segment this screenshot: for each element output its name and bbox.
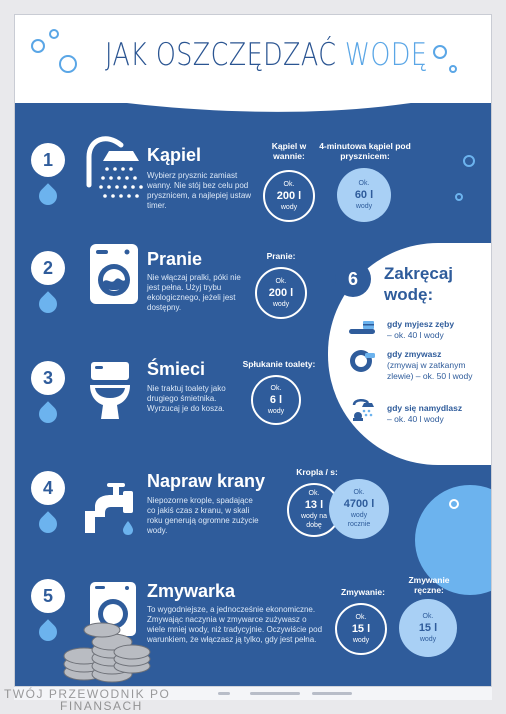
bubble-decoration [59,55,77,73]
bubble-decoration [31,39,45,53]
section-4-title: Napraw krany [147,471,266,491]
bubble-decoration [455,193,463,201]
title-accent: WODĘ [344,37,428,73]
stat-ring: Ok. 15 l wody [399,599,457,657]
title-main: JAK OSZCZĘDZAĆ [105,37,337,73]
toothbrush-icon [348,315,376,339]
stat-header: Kropla / s: [296,467,338,477]
stat-ring: Ok. 13 l wody na dobę [287,483,341,537]
section-2-number: 2 [31,251,65,285]
tip-item: gdy zmywasz (zmywaj w zatkanym zlewie) – ok. 50 l wody [387,349,473,381]
tip-item: gdy się namydlasz – ok. 40 l wody [387,403,463,424]
section-2-description: Nie włączaj pralki, póki nie jest pełna. Użyj trybu ekologicznego, jeżeli jest dostępny. [147,273,241,312]
tip-panel-title: Zakręcaj wodę: [384,264,453,304]
section-3-number: 3 [31,361,65,395]
dish-washing-icon [348,349,376,373]
section-1-number: 1 [31,143,65,177]
soap-shower-icon [348,397,376,421]
watermark: TWÓJ PRZEWODNIK PO FINANSACH [4,687,171,713]
footer-divider [250,692,300,695]
page-title [105,37,428,73]
stat-header: Spłukanie toalety: [242,359,316,369]
section-5-title: Zmywarka [147,581,236,601]
stat-header: Zmywanie: [341,587,385,597]
stat-header: Kąpiel w wannie: [271,141,307,161]
section-4-description: Niepozorne krople, spadające co jakiś czas z kranu, w skali roku generują ogromne zużycie wody. [147,496,259,535]
drop-icon [35,401,60,426]
stat-header: 4-minutowa kąpiel pod prysznicem: [319,141,411,161]
stat-ring: Ok. 4700 l wody rocznie [329,479,389,539]
stat-ring: Ok. 60 l wody [337,168,391,222]
bubble-decoration [449,499,459,509]
toilet-icon [89,361,131,423]
coin-stack-logo [62,616,152,686]
footer-divider [312,692,352,695]
section-6-number: 6 [335,261,371,297]
footer-divider [218,692,230,695]
bubble-decoration [463,155,475,167]
stat-ring: Ok. 15 l wody [335,603,387,655]
stat-ring: Ok. 200 l wody [255,267,307,319]
stat-header: Pranie: [266,251,296,261]
drop-icon [35,291,60,316]
section-5-number: 5 [31,579,65,613]
faucet-icon [85,477,141,537]
tip-item: gdy myjesz zęby – ok. 40 l wody [387,319,455,340]
drop-icon [35,511,60,536]
section-5-description: To wygodniejsze, a jednocześnie ekonomiczne. Zmywając naczynia w zmywarce zużywasz o wiele mniej wody, niż tradycyjnie. Oczywiście pod warunkiem, że włączasz ją tylko, gdy jest pełna. [147,605,323,644]
drop-icon [35,619,60,644]
section-1-title: Kąpiel [147,145,202,165]
shower-icon [81,127,149,205]
poster [14,14,492,700]
section-2-title: Pranie [147,249,203,269]
stat-ring: Ok. 200 l wody [263,170,315,222]
bubble-decoration [49,29,59,39]
stat-header: Zmywanie ręczne: [408,575,450,595]
stat-ring: Ok. 6 l wody [251,375,301,425]
drop-icon [35,183,60,208]
section-3-description: Nie traktuj toalety jako drugiego śmietnika. Wyrzucaj je do kosza. [147,384,226,413]
washing-machine-icon [89,243,139,305]
section-1-description: Wybierz prysznic zamiast wanny. Nie stój bez celu pod prysznicem, a najlepiej ustaw timer. [147,171,252,210]
bubble-decoration [449,65,457,73]
section-3-title: Śmieci [147,359,206,379]
bubble-decoration [433,45,447,59]
section-4-number: 4 [31,471,65,505]
